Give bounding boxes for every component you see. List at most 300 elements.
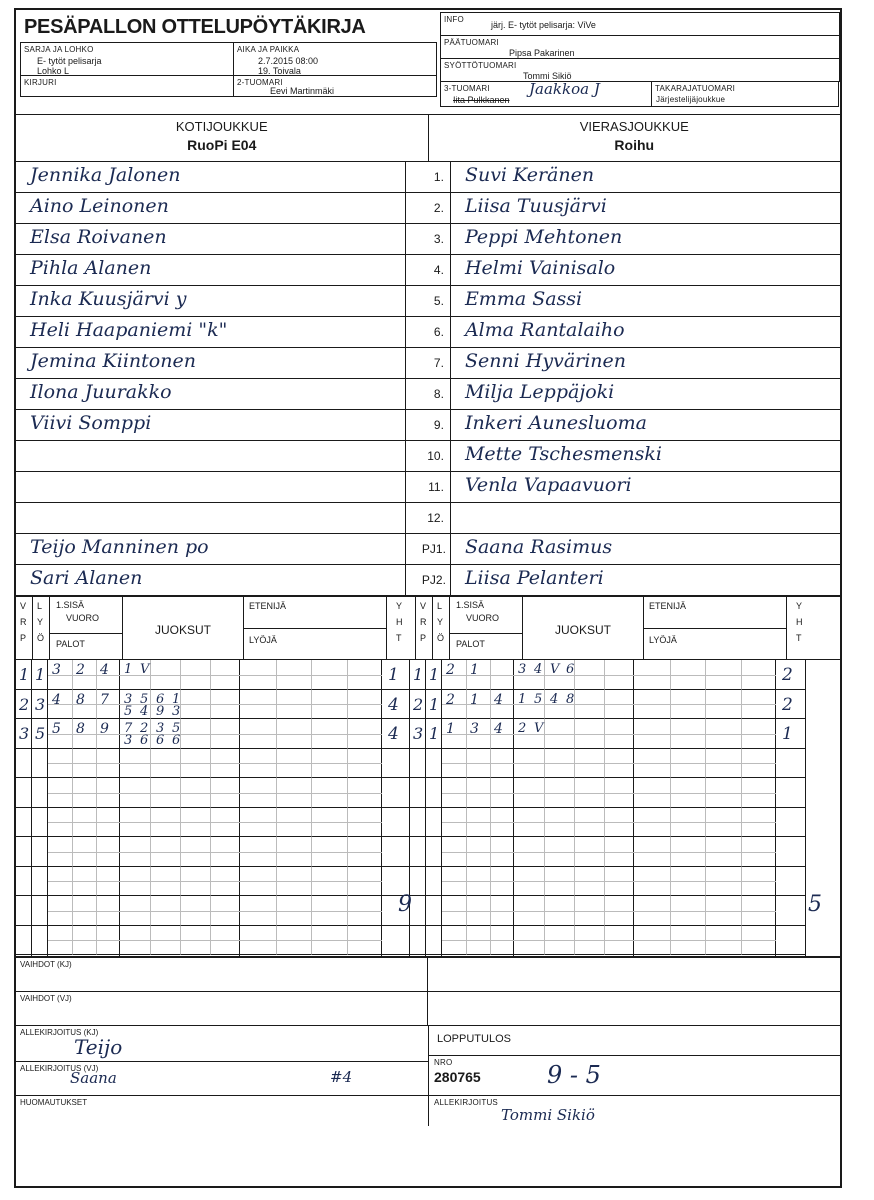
- grid-cell[interactable]: [150, 926, 180, 956]
- home-team-label: KOTIJOUKKUE: [175, 119, 268, 134]
- grid-cell[interactable]: [574, 778, 604, 808]
- grid-cell[interactable]: [48, 837, 72, 867]
- score-header-row: [16, 597, 840, 660]
- grid-cell[interactable]: [670, 660, 706, 690]
- grid-cell[interactable]: [670, 778, 706, 808]
- grid-cell[interactable]: [776, 926, 806, 956]
- away-player-cell[interactable]: [451, 410, 840, 440]
- grid-cell[interactable]: [16, 896, 32, 926]
- grid-cell[interactable]: [741, 808, 777, 838]
- grid-cell[interactable]: [442, 926, 466, 956]
- grid-cell[interactable]: [514, 926, 544, 956]
- signature-umpire-cell[interactable]: [429, 1096, 840, 1126]
- grid-cell[interactable]: [311, 660, 347, 690]
- grid-cell[interactable]: [347, 896, 383, 926]
- grid-cell[interactable]: [382, 778, 410, 808]
- grid-cell[interactable]: [311, 749, 347, 779]
- grid-cell[interactable]: [276, 778, 312, 808]
- away-scoring-half[interactable]: [410, 660, 806, 956]
- grid-cell[interactable]: [514, 749, 544, 779]
- grid-cell[interactable]: [96, 808, 120, 838]
- grid-cell[interactable]: [466, 778, 490, 808]
- grid-cell[interactable]: [670, 837, 706, 867]
- grid-cell[interactable]: [180, 896, 210, 926]
- grid-cell[interactable]: [544, 719, 574, 749]
- grid-cell[interactable]: [150, 660, 180, 690]
- away-player-cell[interactable]: [451, 286, 840, 316]
- grid-cell[interactable]: [410, 837, 426, 867]
- grid-cell[interactable]: [120, 778, 150, 808]
- grid-cell[interactable]: [490, 867, 514, 897]
- grid-cell[interactable]: [120, 896, 150, 926]
- grid-cell[interactable]: [670, 719, 706, 749]
- away-player-cell[interactable]: [451, 472, 840, 502]
- grid-cell[interactable]: [120, 749, 150, 779]
- away-captain2-cell[interactable]: [451, 565, 840, 595]
- grid-cell[interactable]: [741, 719, 777, 749]
- grid-cell[interactable]: [670, 749, 706, 779]
- grid-cell[interactable]: [16, 808, 32, 838]
- grid-cell[interactable]: [72, 837, 96, 867]
- handwritten-score: 2: [76, 662, 85, 678]
- grid-cell[interactable]: [604, 837, 634, 867]
- grid-cell[interactable]: [544, 808, 574, 838]
- grid-cell[interactable]: [634, 690, 670, 720]
- grid-cell[interactable]: [776, 749, 806, 779]
- grid-cell[interactable]: [442, 837, 466, 867]
- away-player-cell[interactable]: [451, 441, 840, 471]
- grid-cell[interactable]: [347, 867, 383, 897]
- grid-cell[interactable]: [180, 660, 210, 690]
- grid-cell[interactable]: [426, 867, 442, 897]
- grid-cell[interactable]: [705, 719, 741, 749]
- grid-cell[interactable]: [16, 867, 32, 897]
- grid-cell[interactable]: [276, 808, 312, 838]
- grid-cell[interactable]: [741, 837, 777, 867]
- handwritten-score: 5: [124, 703, 133, 719]
- notes-label: HUOMAUTUKSET: [20, 1098, 88, 1107]
- grid-cell[interactable]: [705, 660, 741, 690]
- grid-cell[interactable]: [410, 896, 426, 926]
- grid-cell[interactable]: [120, 867, 150, 897]
- grid-cell[interactable]: [311, 808, 347, 838]
- away-player-cell[interactable]: [451, 379, 840, 409]
- grid-cell[interactable]: [741, 867, 777, 897]
- grid-cell[interactable]: [574, 837, 604, 867]
- grid-cell[interactable]: [466, 867, 490, 897]
- away-player-cell[interactable]: [451, 503, 840, 533]
- grid-cell[interactable]: [311, 778, 347, 808]
- lineup-number: 5.: [406, 286, 451, 316]
- grid-cell[interactable]: [514, 778, 544, 808]
- grid-cell[interactable]: [96, 926, 120, 956]
- grid-cell[interactable]: [96, 749, 120, 779]
- grid-cell[interactable]: [120, 926, 150, 956]
- grid-cell[interactable]: [574, 867, 604, 897]
- home-player-cell[interactable]: [16, 441, 406, 471]
- changes-away-detail[interactable]: [428, 992, 840, 1026]
- away-col-etenija[interactable]: [634, 660, 776, 956]
- changes-home-cell[interactable]: [16, 958, 428, 992]
- grid-cell[interactable]: [276, 660, 312, 690]
- signature-value: Tommi Sikiö: [501, 1106, 595, 1124]
- grid-cell[interactable]: [466, 926, 490, 956]
- grid-cell[interactable]: [705, 867, 741, 897]
- grid-cell[interactable]: [311, 896, 347, 926]
- grid-cell[interactable]: [210, 896, 240, 926]
- grid-cell[interactable]: [604, 719, 634, 749]
- grid-cell[interactable]: [347, 926, 383, 956]
- grid-cell[interactable]: [426, 749, 442, 779]
- away-captain-cell[interactable]: [451, 534, 840, 564]
- grid-cell[interactable]: [426, 896, 442, 926]
- grid-cell[interactable]: [311, 719, 347, 749]
- grid-cell[interactable]: [210, 926, 240, 956]
- away-lyo-header: L Y Ö: [433, 597, 450, 659]
- grid-cell[interactable]: [776, 896, 806, 926]
- grid-cell[interactable]: [490, 778, 514, 808]
- grid-cell[interactable]: [705, 896, 741, 926]
- grid-cell[interactable]: [705, 749, 741, 779]
- handwritten-score: 8: [76, 691, 85, 708]
- grid-cell[interactable]: [311, 926, 347, 956]
- grid-cell[interactable]: [490, 808, 514, 838]
- grid-cell[interactable]: [120, 808, 150, 838]
- away-vrp-header: V R P: [416, 597, 433, 659]
- grid-cell[interactable]: [180, 808, 210, 838]
- changes-home-detail[interactable]: [428, 958, 840, 992]
- home-player-cell[interactable]: [16, 410, 406, 440]
- grid-cell[interactable]: [634, 896, 670, 926]
- home-player-cell[interactable]: [16, 472, 406, 502]
- home-player-cell[interactable]: [16, 224, 406, 254]
- grid-cell[interactable]: [276, 867, 312, 897]
- grid-cell[interactable]: [574, 808, 604, 838]
- grid-cell[interactable]: [514, 896, 544, 926]
- grid-cell[interactable]: [634, 749, 670, 779]
- grid-cell[interactable]: [490, 749, 514, 779]
- grid-cell[interactable]: [442, 808, 466, 838]
- grid-cell[interactable]: [48, 778, 72, 808]
- grid-cell[interactable]: [670, 926, 706, 956]
- handwritten-score: 4: [494, 691, 503, 708]
- grid-cell[interactable]: [634, 778, 670, 808]
- grid-cell[interactable]: [210, 837, 240, 867]
- grid-cell[interactable]: [604, 867, 634, 897]
- grid-cell[interactable]: [544, 749, 574, 779]
- signature-away-cell[interactable]: [16, 1062, 428, 1096]
- grid-cell[interactable]: [210, 660, 240, 690]
- grid-cell[interactable]: [210, 808, 240, 838]
- grid-cell[interactable]: [544, 778, 574, 808]
- grid-cell[interactable]: [276, 749, 312, 779]
- grid-cell[interactable]: [311, 867, 347, 897]
- grid-cell[interactable]: [48, 896, 72, 926]
- grid-cell[interactable]: [72, 896, 96, 926]
- away-player-cell[interactable]: [451, 193, 840, 223]
- grid-cell[interactable]: [72, 749, 96, 779]
- grid-cell[interactable]: [410, 808, 426, 838]
- grid-cell[interactable]: [180, 690, 210, 720]
- grid-cell[interactable]: [32, 778, 48, 808]
- grid-cell[interactable]: [634, 808, 670, 838]
- home-player-cell[interactable]: [16, 255, 406, 285]
- grid-cell[interactable]: [466, 749, 490, 779]
- grid-cell[interactable]: [32, 926, 48, 956]
- grid-cell[interactable]: [240, 837, 276, 867]
- grid-cell[interactable]: [72, 867, 96, 897]
- grid-cell[interactable]: [741, 926, 777, 956]
- grid-cell[interactable]: [442, 896, 466, 926]
- grid-cell[interactable]: [347, 719, 383, 749]
- home-player-cell[interactable]: [16, 503, 406, 533]
- grid-cell[interactable]: [210, 690, 240, 720]
- handwritten-score: 3: [19, 724, 30, 743]
- grid-cell[interactable]: [604, 778, 634, 808]
- grid-cell[interactable]: [382, 808, 410, 838]
- grid-cell[interactable]: [604, 896, 634, 926]
- grid-cell[interactable]: [276, 896, 312, 926]
- grid-cell[interactable]: [705, 926, 741, 956]
- grid-cell[interactable]: [741, 660, 777, 690]
- grid-cell[interactable]: [72, 926, 96, 956]
- grid-cell[interactable]: [670, 690, 706, 720]
- grid-cell[interactable]: [347, 749, 383, 779]
- home-player-name: Aino Leinonen: [30, 195, 169, 217]
- grid-cell[interactable]: [544, 867, 574, 897]
- grid-cell[interactable]: [574, 926, 604, 956]
- grid-cell[interactable]: [32, 808, 48, 838]
- grid-cell[interactable]: [347, 690, 383, 720]
- grid-cell[interactable]: [741, 896, 777, 926]
- page-title: PESÄPALLON OTTELUPÖYTÄKIRJA: [24, 16, 366, 38]
- away-player-name: Suvi Keränen: [464, 164, 595, 186]
- grid-cell[interactable]: [150, 778, 180, 808]
- away-player-cell[interactable]: [451, 348, 840, 378]
- grid-cell[interactable]: [120, 837, 150, 867]
- grid-cell[interactable]: [741, 690, 777, 720]
- grid-cell[interactable]: [96, 896, 120, 926]
- grid-cell[interactable]: [604, 749, 634, 779]
- grid-cell[interactable]: [426, 778, 442, 808]
- grid-cell[interactable]: [276, 926, 312, 956]
- grid-cell[interactable]: [276, 837, 312, 867]
- grid-cell[interactable]: [776, 778, 806, 808]
- grid-cell[interactable]: [240, 926, 276, 956]
- grid-cell[interactable]: [490, 926, 514, 956]
- handwritten-score: 5: [534, 691, 543, 707]
- grid-cell[interactable]: [72, 778, 96, 808]
- grid-cell[interactable]: [410, 778, 426, 808]
- grid-cell[interactable]: [514, 808, 544, 838]
- home-captain2-cell[interactable]: [16, 565, 406, 595]
- grid-cell[interactable]: [410, 867, 426, 897]
- grid-cell[interactable]: [670, 808, 706, 838]
- home-player-cell[interactable]: [16, 286, 406, 316]
- grid-cell[interactable]: [514, 837, 544, 867]
- grid-cell[interactable]: [16, 749, 32, 779]
- grid-cell[interactable]: [466, 808, 490, 838]
- grid-cell[interactable]: [210, 778, 240, 808]
- away-etenija-header: ETENIJÄ LYÖJÄ: [644, 597, 787, 659]
- grid-cell[interactable]: [490, 896, 514, 926]
- grid-cell[interactable]: [150, 896, 180, 926]
- grid-cell[interactable]: [240, 690, 276, 720]
- grid-cell[interactable]: [96, 837, 120, 867]
- grid-cell[interactable]: [705, 778, 741, 808]
- grid-cell[interactable]: [574, 660, 604, 690]
- home-scoring-half[interactable]: [16, 660, 410, 956]
- grid-cell[interactable]: [634, 867, 670, 897]
- handwritten-score: 1: [35, 665, 46, 684]
- changes-away-cell[interactable]: [16, 992, 428, 1026]
- grid-cell[interactable]: [32, 749, 48, 779]
- grid-cell[interactable]: [410, 749, 426, 779]
- away-juoksut-header: JUOKSUT: [523, 597, 644, 659]
- grid-cell[interactable]: [705, 837, 741, 867]
- grid-cell[interactable]: [150, 867, 180, 897]
- grid-cell[interactable]: [347, 837, 383, 867]
- grid-cell[interactable]: [347, 778, 383, 808]
- handwritten-score: 4: [388, 724, 399, 744]
- notes-cell[interactable]: [16, 1096, 428, 1126]
- grid-cell[interactable]: [776, 867, 806, 897]
- grid-cell[interactable]: [705, 690, 741, 720]
- grid-cell[interactable]: [544, 837, 574, 867]
- grid-cell[interactable]: [574, 719, 604, 749]
- grid-cell[interactable]: [150, 837, 180, 867]
- grid-cell[interactable]: [604, 690, 634, 720]
- home-player-cell[interactable]: [16, 317, 406, 347]
- grid-cell[interactable]: [347, 660, 383, 690]
- grid-cell[interactable]: [574, 896, 604, 926]
- grid-cell[interactable]: [16, 926, 32, 956]
- grid-cell[interactable]: [741, 778, 777, 808]
- grid-cell[interactable]: [604, 926, 634, 956]
- grid-cell[interactable]: [32, 896, 48, 926]
- home-player-cell[interactable]: [16, 379, 406, 409]
- grid-cell[interactable]: [466, 837, 490, 867]
- grid-cell[interactable]: [210, 749, 240, 779]
- grid-cell[interactable]: [240, 749, 276, 779]
- home-player-cell[interactable]: [16, 348, 406, 378]
- grid-cell[interactable]: [466, 896, 490, 926]
- grid-cell[interactable]: [442, 778, 466, 808]
- away-player-cell[interactable]: [451, 162, 840, 192]
- grid-cell[interactable]: [180, 778, 210, 808]
- grid-cell[interactable]: [311, 690, 347, 720]
- grid-cell[interactable]: [544, 926, 574, 956]
- grid-cell[interactable]: [634, 719, 670, 749]
- grid-cell[interactable]: [16, 837, 32, 867]
- grid-cell[interactable]: [48, 867, 72, 897]
- grid-cell[interactable]: [426, 926, 442, 956]
- home-captain-cell[interactable]: [16, 534, 406, 564]
- grid-cell[interactable]: [48, 808, 72, 838]
- grid-cell[interactable]: [48, 749, 72, 779]
- grid-cell[interactable]: [670, 867, 706, 897]
- grid-cell[interactable]: [741, 749, 777, 779]
- grid-cell[interactable]: [776, 808, 806, 838]
- home-player-cell[interactable]: [16, 193, 406, 223]
- grid-cell[interactable]: [490, 660, 514, 690]
- grid-cell[interactable]: [574, 690, 604, 720]
- grid-cell[interactable]: [634, 837, 670, 867]
- grid-cell[interactable]: [48, 926, 72, 956]
- grid-cell[interactable]: [410, 926, 426, 956]
- grid-cell[interactable]: [382, 926, 410, 956]
- grid-cell[interactable]: [574, 749, 604, 779]
- away-player-cell[interactable]: [451, 255, 840, 285]
- home-player-cell[interactable]: [16, 162, 406, 192]
- grid-cell[interactable]: [426, 808, 442, 838]
- grid-cell[interactable]: [276, 719, 312, 749]
- grid-cell[interactable]: [150, 808, 180, 838]
- grid-cell[interactable]: [240, 867, 276, 897]
- grid-cell[interactable]: [96, 778, 120, 808]
- grid-cell[interactable]: [382, 837, 410, 867]
- grid-cell[interactable]: [240, 719, 276, 749]
- away-player-name: Venla Vapaavuori: [464, 474, 632, 496]
- grid-cell[interactable]: [210, 867, 240, 897]
- away-player-cell[interactable]: [451, 224, 840, 254]
- grid-cell[interactable]: [240, 778, 276, 808]
- grid-cell[interactable]: [442, 749, 466, 779]
- grid-cell[interactable]: [670, 896, 706, 926]
- grid-cell[interactable]: [240, 896, 276, 926]
- handwritten-score: 4: [494, 721, 503, 737]
- grid-cell[interactable]: [634, 926, 670, 956]
- grid-cell[interactable]: [776, 837, 806, 867]
- grid-cell[interactable]: [240, 808, 276, 838]
- grid-cell[interactable]: [490, 837, 514, 867]
- grid-cell[interactable]: [240, 660, 276, 690]
- grid-cell[interactable]: [180, 926, 210, 956]
- home-col-etenija[interactable]: [240, 660, 382, 956]
- grid-cell[interactable]: [382, 749, 410, 779]
- grid-cell[interactable]: [604, 660, 634, 690]
- grid-cell[interactable]: [705, 808, 741, 838]
- grid-cell[interactable]: [604, 808, 634, 838]
- home-player-name: Pihla Alanen: [30, 257, 152, 279]
- away-yht-header: Y H T: [796, 601, 803, 643]
- grid-cell[interactable]: [32, 867, 48, 897]
- grid-cell[interactable]: [72, 808, 96, 838]
- grid-cell[interactable]: [16, 778, 32, 808]
- grid-cell[interactable]: [210, 719, 240, 749]
- grid-cell[interactable]: [150, 749, 180, 779]
- grid-cell[interactable]: [276, 690, 312, 720]
- grid-cell[interactable]: [32, 837, 48, 867]
- grid-cell[interactable]: [180, 719, 210, 749]
- away-player-cell[interactable]: [451, 317, 840, 347]
- time-place-cell: [233, 42, 437, 76]
- grid-cell[interactable]: [180, 749, 210, 779]
- grid-cell[interactable]: [544, 896, 574, 926]
- grid-cell[interactable]: [634, 660, 670, 690]
- grid-cell[interactable]: [180, 867, 210, 897]
- signature-home-cell[interactable]: [16, 1026, 428, 1062]
- grid-cell[interactable]: [180, 837, 210, 867]
- grid-cell[interactable]: [426, 837, 442, 867]
- grid-cell[interactable]: [442, 867, 466, 897]
- grid-cell[interactable]: [514, 867, 544, 897]
- grid-cell[interactable]: [347, 808, 383, 838]
- grid-cell[interactable]: [311, 837, 347, 867]
- scoring-grid[interactable]: [16, 660, 840, 958]
- grid-cell[interactable]: [96, 867, 120, 897]
- lineup-row: [16, 348, 840, 379]
